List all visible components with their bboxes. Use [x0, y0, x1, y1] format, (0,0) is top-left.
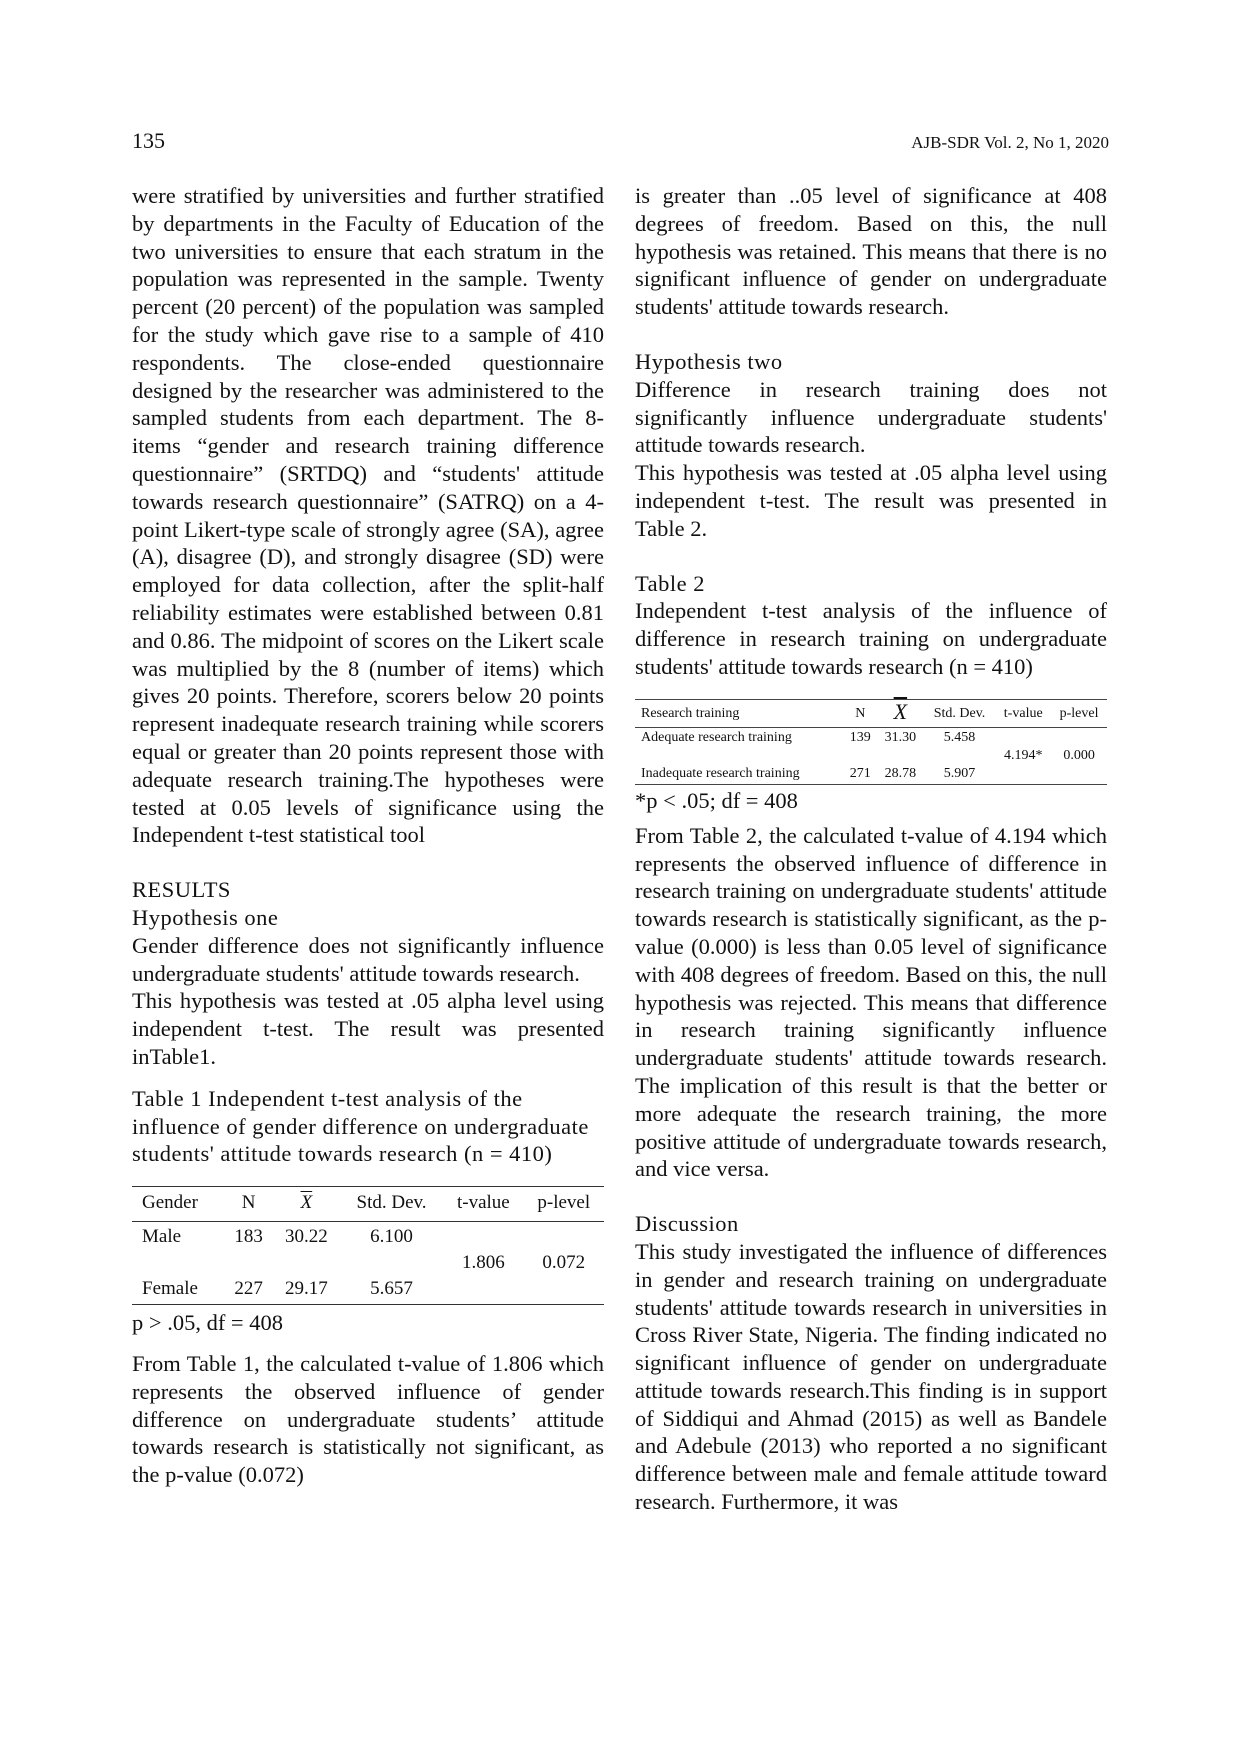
table2-header-plevel: p-level — [1051, 699, 1107, 727]
hypothesis-one-heading: Hypothesis one — [132, 904, 279, 930]
table1-header-n: N — [225, 1187, 273, 1222]
table1-p-level: 0.072 — [542, 1252, 586, 1274]
table1-header-gender: Gender — [132, 1187, 225, 1222]
right-column — [635, 182, 1107, 1516]
table1-header-mean: $\overline{X}$ — [273, 1187, 340, 1222]
hypothesis-two-statement: Difference in research training does not significantly influence undergraduate students' attitude towards research. — [635, 376, 1107, 458]
table1-caption: Table 1 Independent t-test analysis of the influence of gender difference on undergraduate students' attitude towards research (n = 410) — [132, 1085, 589, 1167]
table-row: Inadequate research training 271 28.78 5.907 — [641, 765, 976, 781]
hypothesis-two-heading: Hypothesis two — [635, 348, 783, 374]
table1-header-plevel: p-level — [524, 1187, 604, 1222]
table2-header-n: N — [843, 699, 877, 727]
table2-caption: Independent t-test analysis of the influence of difference in research training on undergraduate students' attitude towards research (n = 410) — [635, 598, 1107, 679]
table2-p-level: 0.000 — [1063, 747, 1095, 763]
table1-t-value: 1.806 — [461, 1252, 505, 1274]
table1-note: p > .05, df = 408 — [132, 1310, 283, 1336]
methodology-paragraph: were stratified by universities and further stratified by departments in the Faculty of Education of the two universities to ensure that each stratum in the population was represented in the sample. Twenty percent (20 percent) of the population was sampled for the study which gave rise to a sample of 410 respondents. The close-ended questionnaire designed by the researcher was administered to the sampled students from each department. The 8-items “gender and research training difference questionnaire” (SRTDQ) and “students' attitude towards research questionnaire” (SATRQ) on a 4-point Likert-type scale of strongly agree (SA), agree (A), disagree (D), and strongly disagree (SD) were employed for data collection, after the split-half reliability estimates were established between 0.81 and 0.86. The midpoint of scores on the Likert scale was multiplied by the 8 (number of items) which gives 20 points. Therefore, scorers below 20 points represent inadequate research training while scorers equal or greater than 20 points represent those with adequate research training.The hypotheses were tested at 0.05 levels of significance using the Independent t-test statistical tool — [132, 183, 604, 848]
left-column — [132, 182, 604, 1489]
table1-interpretation: From Table 1, the calculated t-value of 1.806 which represents the observed influence of gender difference on undergraduate students’ attitude towards research is statistically not significant, as the p-value (0.072) — [132, 1351, 604, 1488]
discussion-paragraph: This study investigated the influence of differences in gender and research training on undergraduate students' attitude towards research in universities in Cross River State, Nigeria. The finding indicated no significant influence of gender on undergraduate attitude towards research.This finding is in support of Siddiqui and Ahmad (2015) as well as Bandele and Adebule (2013) who reported a no significant difference between male and female attitude toward research. Furthermore, it was — [635, 1238, 1107, 1515]
table-row: Female 227 29.17 5.657 — [142, 1278, 413, 1300]
page-number: 135 — [132, 128, 165, 153]
hypothesis-one-method: This hypothesis was tested at .05 alpha level using independent t-test. The result was presented inTable1. — [132, 988, 604, 1069]
results-heading: RESULTS — [132, 877, 231, 903]
table1-header-sd: Std. Dev. — [340, 1187, 443, 1222]
table2-note: *p < .05; df = 408 — [635, 787, 798, 813]
table-row: Adequate research training 139 31.30 5.458 4.194* 0.000 — [635, 727, 1107, 748]
page-header — [132, 128, 1109, 154]
table1 — [132, 1186, 604, 1336]
table2-label: Table 2 — [635, 570, 706, 596]
hypothesis-two-method: This hypothesis was tested at .05 alpha level using independent t-test. The result was presented in Table 2. — [635, 460, 1107, 541]
table1-header-tvalue: t-value — [443, 1187, 523, 1222]
table2-header-group: Research training — [635, 699, 843, 727]
table2-header-mean: $\overline{X}$ — [877, 699, 924, 727]
table2-header-sd: Std. Dev. — [924, 699, 996, 727]
journal-reference: AJB-SDR Vol. 2, No 1, 2020 — [911, 133, 1109, 152]
hypothesis-one-conclusion: is greater than ..05 level of significance at 408 degrees of freedom. Based on this, the null hypothesis was retained. This means that there is no significant influence of gender on undergraduate students' attitude towards research. — [635, 183, 1107, 320]
table2-interpretation: From Table 2, the calculated t-value of 4.194 which represents the observed influence of difference in research training on undergraduate students' attitude towards research is statistically significant, as the p-value (0.000) is less than 0.05 level of significance with 408 degrees of freedom. Based on this, the null hypothesis was rejected. This means that difference in research training significantly influence undergraduate students' attitude towards research. The implication of this result is that the better or more adequate the research training, the more positive attitude of undergraduate towards research, and vice versa. — [635, 822, 1107, 1182]
table-row: Male 183 30.22 6.100 1.806 0.072 — [132, 1222, 604, 1253]
table2-header-tvalue: t-value — [995, 699, 1051, 727]
table2 — [635, 699, 1107, 814]
hypothesis-one-statement: Gender difference does not significantly influence undergraduate students' attitude towards research. — [132, 932, 604, 986]
table2-t-value: 4.194* — [1003, 747, 1043, 763]
discussion-heading: Discussion — [635, 1211, 739, 1237]
